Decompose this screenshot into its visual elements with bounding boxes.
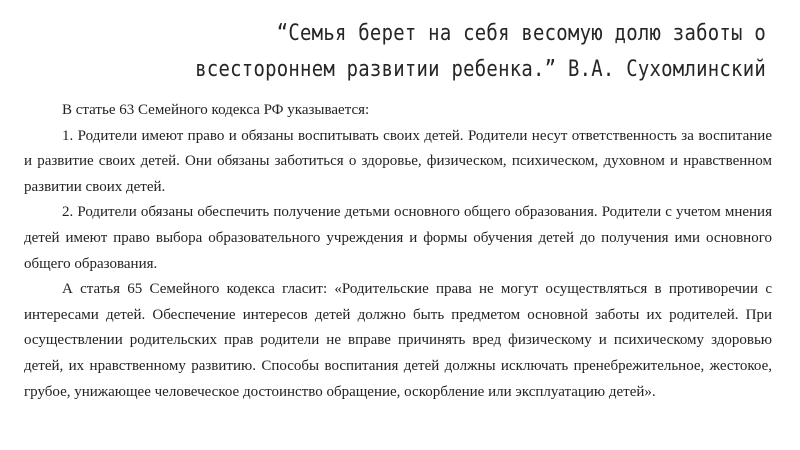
paragraph-intro: В статье 63 Семейного кодекса РФ указывается: [62,102,370,118]
paragraph-item-1: 1. Родители имеют право и обязаны воспитывать своих детей. Родители несут ответственность за воспитание и развитие своих детей. Они обязаны заботиться о здоровье, физическом, психическом, духовном и нравственном развитии своих детей. [24,127,772,195]
quote-heading: “Семья берет на себя весомую долю заботы о всестороннем развитии ребенка.” В.А. Сухомлинский [195,21,767,82]
paragraph-item-2: 2. Родители обязаны обеспечить получение детьми основного общего образования. Родители с учетом мнения детей имеют право выбора образовательного учреждения и формы обучения детей до получения ими основного общего образования. [24,204,772,272]
paragraph-article-65: А статья 65 Семейного кодекса гласит: «Родительские права не могут осуществляться в противоречии с интересами детей. Обеспечение интересов детей должно быть предметом основной заботы их родителей. При осуществлении родительских прав родители не вправе причинять вред физическому и психическому здоровью детей, их нравственному развитию. Способы воспитания детей должны исключать пренебрежительное, жестокое, грубое, унижающее человеческое достоинство обращение, оскорбление или эксплуатацию детей». [24,281,772,400]
body-text [24,98,772,405]
